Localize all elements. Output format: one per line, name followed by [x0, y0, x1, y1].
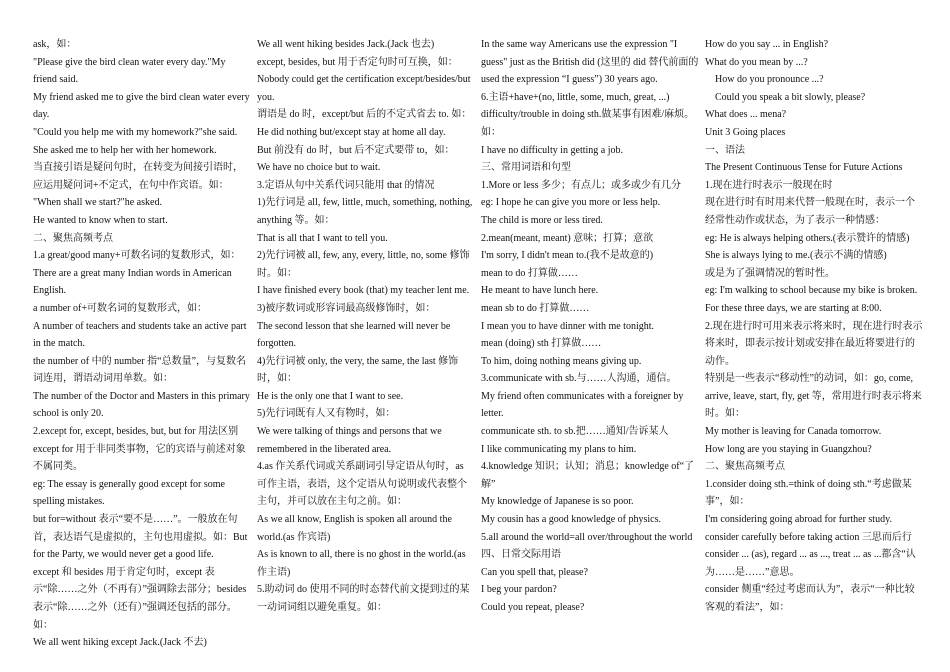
text-line: ask，如： — [33, 39, 77, 50]
text-line: 1.现在进行时表示一般现在时 — [705, 179, 833, 191]
text-line: consider ... (as), regard ... as ..., treat ... as ...都含“认为……是……”意思。 — [705, 549, 916, 578]
text-line: I have no difficulty in getting a job. — [481, 144, 624, 156]
text-line: mean sb to do 打算做…… — [481, 302, 590, 314]
text-line: eg: The essay is generally good except for some spelling mistakes. — [33, 478, 225, 508]
text-line: We all went hiking except Jack.(Jack 不去) — [33, 637, 207, 649]
text-line: My friend often communicates with a foreigner by letter. — [481, 390, 684, 420]
text-line: A number of teachers and students take an active part in the match. — [33, 320, 247, 350]
text-line: 4.as 作关系代词或关系副词引导定语从句时，as 可作主语，表语，这个定语从句说明或代表整个主句，并可以放在主句之前。如： — [257, 461, 467, 508]
text-line: The number of the Doctor and Masters in this primary school is only 20. — [33, 390, 250, 420]
text-line: My mother is leaving for Canada tomorrow. — [705, 426, 882, 438]
text-line: I'm sorry, I didn't mean to.(我不是故意的) — [481, 250, 654, 262]
text-line: 一、语法 — [705, 144, 745, 156]
text-line: "Could you help me with my homework?"she said. — [33, 126, 238, 138]
text-line: She is always lying to me.(表示不满的情感) — [705, 250, 887, 262]
text-line: We all went hiking besides Jack.(Jack 也去) — [257, 39, 435, 50]
text-line: He meant to have lunch here. — [481, 285, 599, 297]
text-line: Can you spell that, please? — [481, 566, 588, 578]
text-line: 四、日常交际用语 — [481, 549, 561, 561]
text-line: 4.knowledge 知识；认知；消息；knowledge of“了解” — [481, 461, 695, 490]
text-line: The second lesson that she learned will never be forgotten. — [257, 320, 451, 350]
text-line: 2.现在进行时可用来表示将来时，现在进行时表示将来时，即表示按计划或安排在最近将要进行的动作。 — [705, 320, 923, 367]
text-line: How do you pronounce ...? — [715, 74, 824, 86]
text-line: 5)先行词既有人又有物时，如： — [257, 408, 396, 420]
text-line: She asked me to help her with her homework. — [33, 144, 217, 156]
text-line: 2.except for, except, besides, but, but for 用法区别 except for 用于非同类事物，它的宾语与前述对象不属同类。 — [33, 426, 246, 473]
text-line: 3.communicate with sb.与……人沟通，通信。 — [481, 373, 677, 385]
text-line: How long are you staying in Guangzhou? — [705, 443, 872, 455]
text-line: What do you mean by ...? — [705, 56, 808, 68]
text-line: He is the only one that I want to see. — [257, 390, 404, 402]
text-line: eg: I'm walking to school because my bike is broken. — [705, 285, 918, 297]
text-line: Nobody could get the certification except/besides/but you. — [257, 74, 471, 103]
text-line: Could you speak a bit slowly, please? — [715, 91, 866, 103]
text-line: 三、常用词语和句型 — [481, 162, 571, 174]
text-line: 二、聚焦高频考点 — [705, 461, 785, 473]
text-line: except, besides, but 用于否定句时可互换，如： — [257, 56, 458, 68]
text-line: 1.a great/good many+可数名词的复数形式，如：There are a great many Indian words in American English. — [33, 250, 241, 297]
text-line: 谓语是 do 时，except/but 后的不定式省去 to. 如： — [257, 109, 472, 121]
text-line: My knowledge of Japanese is so poor. — [481, 496, 634, 508]
text-line: 1.consider doing sth.=think of doing sth.“考虑做某事”，如： — [705, 478, 912, 508]
text-line: He wanted to know when to start. — [33, 214, 168, 226]
text-line: communicate sth. to sb.把……通知/告诉某人 — [481, 426, 669, 438]
text-line: How do you say ... in English? — [705, 39, 829, 50]
text-line: The child is more or less tired. — [481, 214, 603, 226]
text-column-2 — [257, 36, 475, 617]
text-line: The Present Continuous Tense for Future Actions — [705, 162, 903, 174]
text-line: mean (doing) sth 打算做…… — [481, 338, 602, 350]
text-line: As is known to all, there is no ghost in the world.(as 作主语) — [257, 549, 466, 578]
text-line: Unit 3 Going places — [705, 126, 786, 138]
text-column-3 — [481, 36, 699, 617]
text-line: That is all that I want to tell you. — [257, 232, 388, 244]
text-line: consider 侧重“经过考虑而认为”，表示“一种比较客观的看法”，如： — [705, 584, 915, 613]
text-line: 2)先行词被 all, few, any, every, little, no, some 修饰时。如： — [257, 250, 470, 279]
text-line: the number of 中的 number 指“总数量”，与复数名词连用，谓语动词用单数。如： — [33, 355, 247, 385]
text-line: What does ... mena? — [705, 109, 787, 121]
text-line: We were talking of things and persons that we remembered in the liberated area. — [257, 426, 442, 455]
text-line: He did nothing but/except stay at home all day. — [257, 126, 446, 138]
text-line: For these three days, we are starting at 8:00. — [705, 302, 882, 314]
text-line: 5.all around the world=all over/throughout the world — [481, 531, 693, 543]
text-line: In the same way Americans use the expression "I guess" just as the British did (这里的 did 替代前面的 used the expression “I guess”) 30 years ago. — [481, 39, 699, 86]
text-line: "When shall we start?"he asked. — [33, 197, 162, 209]
text-line: I mean you to have dinner with me tonight. — [481, 320, 655, 332]
text-line: 5.助动词 do 使用不同的时态替代前文提到过的某一动词词组以避免重复。如： — [257, 584, 470, 613]
text-line: a number of+可数名词的复数形式，如： — [33, 302, 207, 314]
text-line: But 前没有 do 时，but 后不定式要带 to，如： — [257, 144, 455, 156]
text-line: I have finished every book (that) my teacher lent me. — [257, 285, 470, 297]
text-line: 2.mean(meant, meant) 意味；打算；意欲 — [481, 232, 654, 244]
text-line: mean to do 打算做…… — [481, 267, 578, 279]
text-line: "Please give the bird clean water every day."My friend said. — [33, 56, 226, 86]
text-line: 3.定语从句中关系代词只能用 that 的情况 — [257, 179, 435, 191]
text-line: 1)先行词是 all, few, little, much, something, nothing, anything 等。如： — [257, 197, 473, 226]
text-column-1 — [33, 36, 251, 652]
text-line: To him, doing nothing means giving up. — [481, 355, 642, 367]
text-line: except 和 besides 用于肯定句时，except 表示“除……之外（不再有）”强调除去部分；besides 表示“除……之外（还有）”强调还包括的部分。如： — [33, 566, 247, 631]
text-line: Could you repeat, please? — [481, 602, 585, 613]
text-line: 当直接引语是疑问句时，在转变为间接引语时，应运用疑问词+不定式，在句中作宾语。如： — [33, 162, 243, 191]
text-line: 4)先行词被 only, the very, the same, the last 修饰时，如： — [257, 355, 459, 385]
text-line: We have no choice but to wait. — [257, 162, 381, 174]
text-line: 3)被序数词或形容词最高级修饰时，如： — [257, 302, 436, 314]
text-line: I like communicating my plans to him. — [481, 443, 637, 455]
text-line: My cousin has a good knowledge of physics. — [481, 514, 661, 526]
text-column-4 — [705, 36, 923, 617]
text-line: I beg your pardon? — [481, 584, 557, 596]
text-line: 6.主语+have+(no, little, some, much, great, ...) difficulty/trouble in doing sth.做某事有困难/麻烦。如： — [481, 91, 695, 138]
text-line: I'm considering going abroad for further study. — [705, 514, 892, 526]
text-line: 1.More or less 多少；有点儿；或多或少有几分 — [481, 179, 681, 191]
text-line: 或是为了强调情况的暂时性。 — [705, 267, 835, 279]
text-line: but for=without 表示“要不是……”。一般放在句首，表达语气是虚拟的，主句也用虚拟。如：But for the Party, we would never get a good life. — [33, 514, 248, 561]
text-line: 二、聚焦高频考点 — [33, 232, 113, 244]
text-line: 特别是一些表示“移动性”的动词，如：go, come, arrive, leave, start, fly, get 等，常用进行时表示将来时。如： — [705, 373, 922, 420]
text-line: 现在进行时有时用来代替一般现在时，表示一个经常性动作或状态，为了表示一种情感： — [705, 197, 915, 226]
text-line: My friend asked me to give the bird clean water every day. — [33, 91, 250, 121]
text-line: consider carefully before taking action 三思而后行 — [705, 531, 912, 543]
text-line: eg: I hope he can give you more or less help. — [481, 197, 661, 209]
text-line: eg: He is always helping others.(表示赞许的情感) — [705, 232, 910, 244]
text-line: As we all know, English is spoken all around the world.(as 作宾语) — [257, 514, 452, 543]
